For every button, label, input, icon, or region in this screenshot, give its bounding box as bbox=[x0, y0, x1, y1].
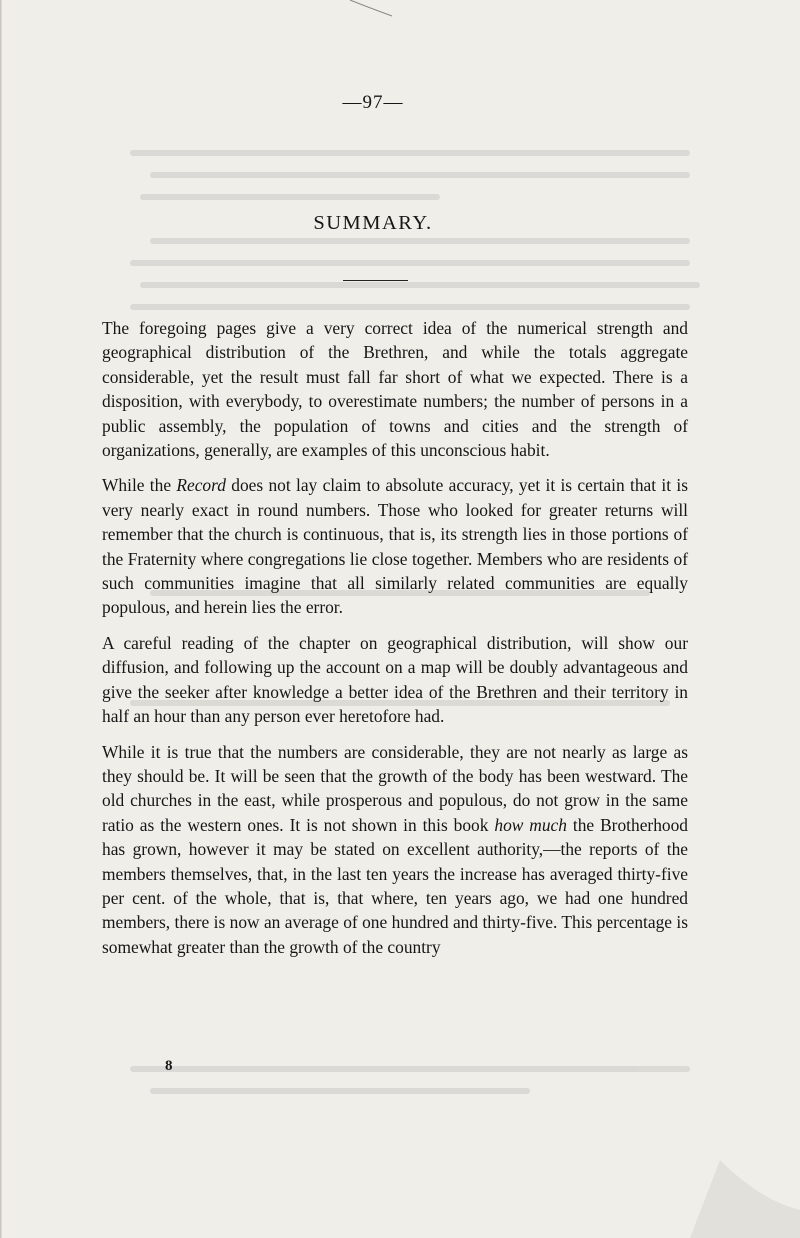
paragraph: A careful reading of the chapter on geographical distribution, will show our diffusion, and following up the account on a map will be doubly advantageous and give the seeker after knowledge a better idea of the Brethren and their territory in half an hour than any person ever heretofore had. bbox=[102, 632, 688, 727]
body-text bbox=[102, 316, 688, 970]
paragraph: While the Record does not lay claim to absolute accuracy, yet it is certain that it is very nearly exact in round numbers. Those who looked for greater returns will remember that the church is continuous, that is, its strength lies in those portions of the Fraternity where congregations lie close together. Members who are residents of such communities imagine that all similarly related communities are equally populous, and herein lies the error. bbox=[102, 475, 688, 618]
paragraph: The foregoing pages give a very correct idea of the numerical strength and geographical distribution of the Brethren, and while the totals aggregate considerable, yet the result must fall far short of what we expected. There is a disposition, with everybody, to overestimate numbers; the number of persons in a public assembly, the population of towns and cities and the strength of organizations, generally, are examples of this unconscious habit. bbox=[102, 318, 688, 461]
page-title: SUMMARY. bbox=[313, 212, 433, 234]
title-rule bbox=[343, 280, 408, 281]
paragraph: While it is true that the numbers are considerable, they are not nearly as large as they should be. It will be seen that the growth of the body has been westward. The old churches in the east, while prosperous and populous, do not grow in the same ratio as the western ones. It is not shown in this book how much the Brotherhood has grown, however it may be stated on excellent authority,—the reports of the members themselves, that, in the last ten years the increase has averaged thirty-five per cent. of the whole, that is, that where, ten years ago, we had one hundred members, there is now an average of one hundred and thirty-five. This percentage is somewhat greater than the growth of the country bbox=[102, 741, 688, 957]
italic-how-much: how much bbox=[494, 814, 567, 835]
page-number: —97— bbox=[342, 92, 404, 113]
signature-mark: 8 bbox=[165, 1058, 174, 1074]
italic-record: Record bbox=[176, 475, 226, 496]
